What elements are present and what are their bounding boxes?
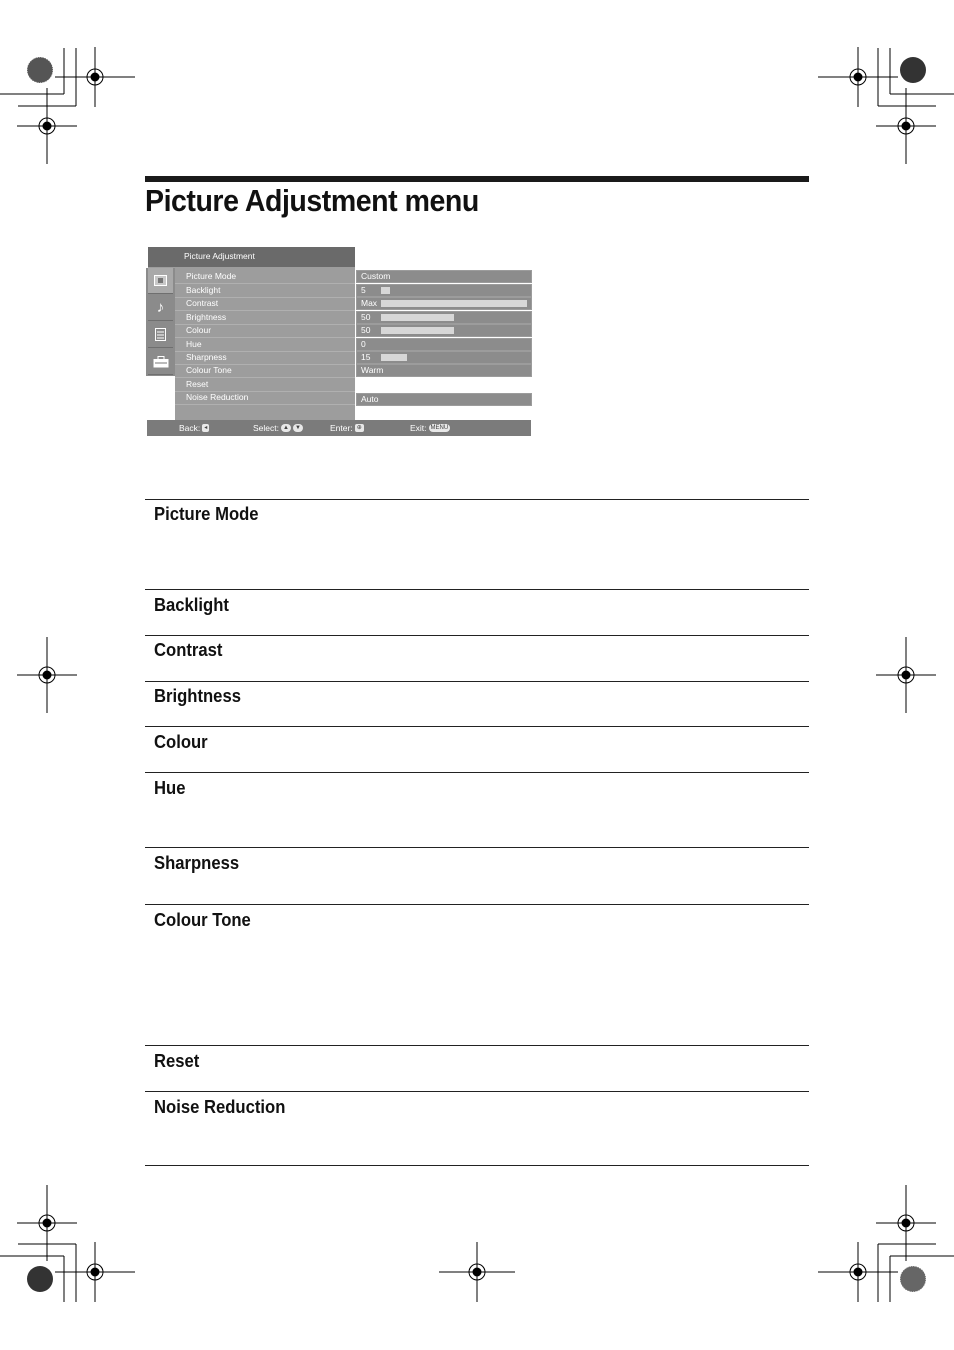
- row-divider: [145, 635, 809, 636]
- row-label-picture-mode: Picture Mode: [154, 503, 259, 524]
- row-divider: [145, 499, 809, 500]
- sharpness-level-bar: [381, 354, 407, 361]
- osd-value-brightness: 50: [356, 311, 532, 324]
- row-label-colour-tone: Colour Tone: [154, 909, 251, 930]
- row-label-brightness: Brightness: [154, 685, 241, 706]
- colour-level-bar: [381, 327, 454, 334]
- osd-item-hue[interactable]: Hue: [175, 338, 355, 352]
- up-arrow-icon: ▲: [283, 425, 289, 431]
- row-divider: [145, 1091, 809, 1092]
- osd-value-colour: 50: [356, 324, 532, 337]
- row-divider: [145, 1165, 809, 1166]
- osd-item-colour-tone[interactable]: Colour Tone: [175, 364, 355, 378]
- row-divider: [145, 772, 809, 773]
- picture-icon: [148, 268, 173, 294]
- osd-menu-illustration: [146, 247, 532, 438]
- osd-footer: [147, 420, 531, 436]
- row-label-contrast: Contrast: [154, 639, 223, 660]
- menu-key: MENU: [430, 425, 449, 431]
- row-divider: [145, 904, 809, 905]
- features-icon: [148, 322, 173, 348]
- row-label-hue: Hue: [154, 777, 186, 798]
- row-label-reset: Reset: [154, 1050, 200, 1071]
- osd-item-noise-reduction[interactable]: Noise Reduction: [175, 391, 355, 405]
- row-label-backlight: Backlight: [154, 594, 229, 615]
- osd-header-label: Picture Adjustment: [184, 251, 255, 261]
- row-divider: [145, 589, 809, 590]
- osd-value-sharpness: 15: [356, 351, 532, 364]
- osd-value-hue: 0: [356, 338, 532, 351]
- osd-item-list: [175, 268, 355, 420]
- osd-value-contrast: Max: [356, 297, 532, 310]
- row-label-sharpness: Sharpness: [154, 852, 240, 873]
- row-divider: [145, 726, 809, 727]
- backlight-level-bar: [381, 287, 390, 294]
- osd-value-colour-tone: Warm: [356, 364, 532, 377]
- osd-value-backlight: 5: [356, 284, 532, 297]
- row-label-noise-reduction: Noise Reduction: [154, 1096, 286, 1117]
- contrast-level-bar: [381, 300, 527, 307]
- osd-item-picture-mode[interactable]: Picture Mode: [175, 270, 355, 284]
- enter-key-icon: ⊕: [356, 425, 362, 431]
- down-arrow-icon: ▼: [294, 425, 301, 431]
- page-title: Picture Adjustment menu: [145, 183, 479, 218]
- sound-icon: ♪: [148, 295, 173, 321]
- footer-select: Select: ▲ ▼: [253, 423, 301, 433]
- osd-value-noise-reduction: Auto: [356, 393, 532, 406]
- row-divider: [145, 1045, 809, 1046]
- footer-exit: Exit: MENU: [410, 423, 449, 433]
- osd-value-picture-mode: Custom: [356, 270, 532, 283]
- title-rule: [145, 176, 809, 182]
- footer-enter: Enter: ⊕: [330, 423, 362, 433]
- osd-icon-column: [146, 268, 175, 376]
- osd-item-backlight[interactable]: Backlight: [175, 284, 355, 298]
- osd-header: [148, 247, 355, 267]
- osd-item-colour[interactable]: Colour: [175, 324, 355, 338]
- back-key-icon: ◂: [204, 425, 208, 431]
- footer-back: Back: ◂: [179, 423, 208, 433]
- osd-item-reset[interactable]: Reset: [175, 378, 355, 392]
- brightness-level-bar: [381, 314, 454, 321]
- osd-item-contrast[interactable]: Contrast: [175, 297, 355, 311]
- setup-icon: [148, 349, 173, 375]
- osd-item-brightness[interactable]: Brightness: [175, 311, 355, 325]
- row-divider: [145, 681, 809, 682]
- osd-item-sharpness[interactable]: Sharpness: [175, 351, 355, 365]
- row-divider: [145, 847, 809, 848]
- row-label-colour: Colour: [154, 731, 208, 752]
